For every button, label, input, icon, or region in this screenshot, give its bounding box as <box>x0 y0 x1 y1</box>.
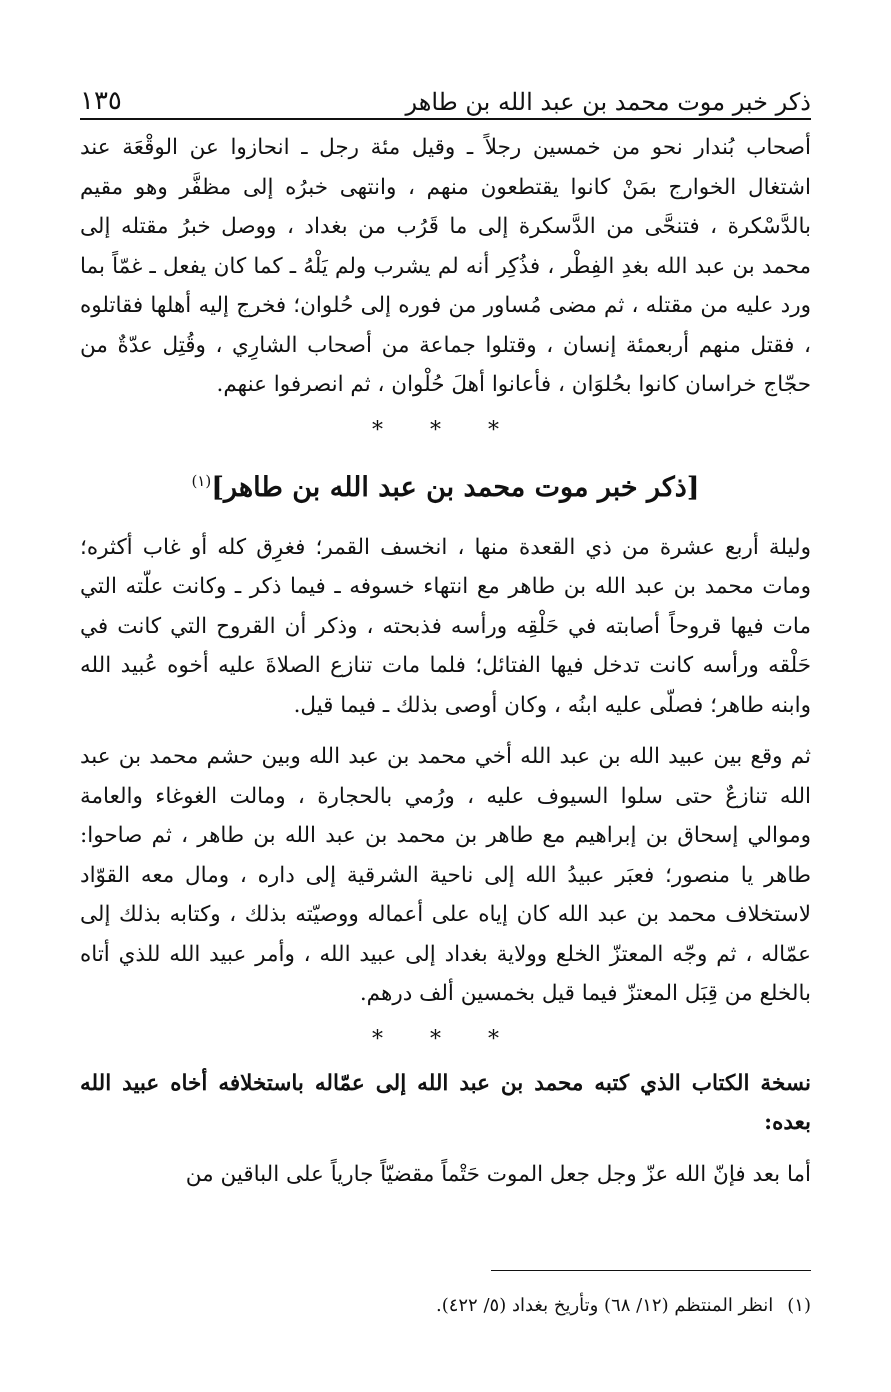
running-head <box>80 72 811 116</box>
footnote-mark: (١) <box>191 471 212 490</box>
footnote-number: (١) <box>787 1295 811 1316</box>
section-separator-2: * * * <box>372 1026 519 1052</box>
paragraph-1: أصحاب بُندار نحو من خمسين رجلاً ـ وقيل مئة رجل ـ انحازوا عن الوقْعَة عند اشتغال الخوارج بمَنْ كانوا يقتطعون منهم ، وانتهى خبرُه إلى مظفَّر وهو مقيم بالدَّسْكرة ، فتنحَّى من الدَّسكرة إلى ما قَرُب من بغداد ، ووصل خبرُ مقتله إلى محمد بن عبد الله بغدِ الفِطْر ، فذُكِر أنه لم يشرب ولم يَلْهُ ـ كما كان يفعل ـ غمّاً بما ورد عليه من مقتله ، ثم مضى مُساور من فوره إلى حُلوان؛ فخرج إليه أهلها فقاتلوه ، فقتل منهم أربعمئة إنسان ، وقتلوا جماعة من أصحاب الشارِي ، وقُتِل عدّةٌ من حجّاج خراسان كانوا بحُلوَان ، فأعانوا أهلَ حُلْوان ، ثم انصرفوا عنهم. <box>80 135 811 397</box>
footnote-text: انظر المنتظم (١٢/ ٦٨) وتأريخ بغداد (٥/ ٤٢٢). <box>435 1295 774 1316</box>
footnote <box>80 1292 811 1320</box>
section-heading <box>80 461 811 508</box>
running-title: ذكر خبر موت محمد بن عبد الله بن طاهر <box>405 88 811 116</box>
section-heading-text: [ذكر خبر موت محمد بن عبد الله بن طاهر] <box>211 471 700 503</box>
header-rule <box>80 118 811 120</box>
paragraph-4-heading: نسخة الكتاب الذي كتبه محمد بن عبد الله إلى عمّاله باستخلافه أخاه عبيد الله بعده: <box>80 1070 811 1135</box>
footnote-rule <box>491 1270 811 1271</box>
paragraph-5: أما بعد فإنّ الله عزّ وجل جعل الموت حَتْماً مقضيّاً جارياً على الباقين من <box>185 1161 811 1187</box>
page-number: ١٣٥ <box>80 86 122 116</box>
paragraph-3: ثم وقع بين عبيد الله بن عبد الله أخي محمد بن عبد الله وبين حشم محمد بن عبد الله تنازعٌ حتى سلوا السيوف عليه ، ورُمي بالحجارة ، ومالت الغوغاء والعامة وموالي إسحاق بن إبراهيم مع طاهر بن محمد بن عبد الله بن طاهر ، ثم صاحوا: طاهر يا منصور؛ فعبَر عبيدُ الله إلى ناحية الشرقية إلى داره ، ومال معه القوّاد لاستخلاف محمد بن عبد الله كان إياه على أعماله ووصيّته بذلك ، وكتابه بذلك إلى عمّاله ، ثم وجّه المعتزّ الخلع وولاية بغداد إلى عبيد الله ، وأمر عبيد الله للذي أتاه بالخلع من قِبَل المعتزّ فيما قيل بخمسين ألف درهم. <box>80 744 811 1006</box>
main-text <box>80 128 811 1194</box>
paragraph-2: وليلة أربع عشرة من ذي القعدة منها ، انخسف القمر؛ فغرِق كله أو غاب أكثره؛ ومات محمد بن عبد الله بن طاهر مع انتهاء خسوفه ـ فيما ذكر ـ وكانت علّته التي مات فيها قروحاً أصابته في حَلْقِه ورأسه فذبحته ، وذكر أن القروح التي كانت في حَلْقه ورأسه كانت تدخل فيها الفتائل؛ فلما مات تنازع الصلاةَ عليه أخوه عُبيد الله وابنه طاهر؛ فصلّى عليه ابنُه ، وكان أوصى بذلك ـ فيما قيل. <box>80 534 811 718</box>
section-separator-1: * * * <box>372 417 519 443</box>
